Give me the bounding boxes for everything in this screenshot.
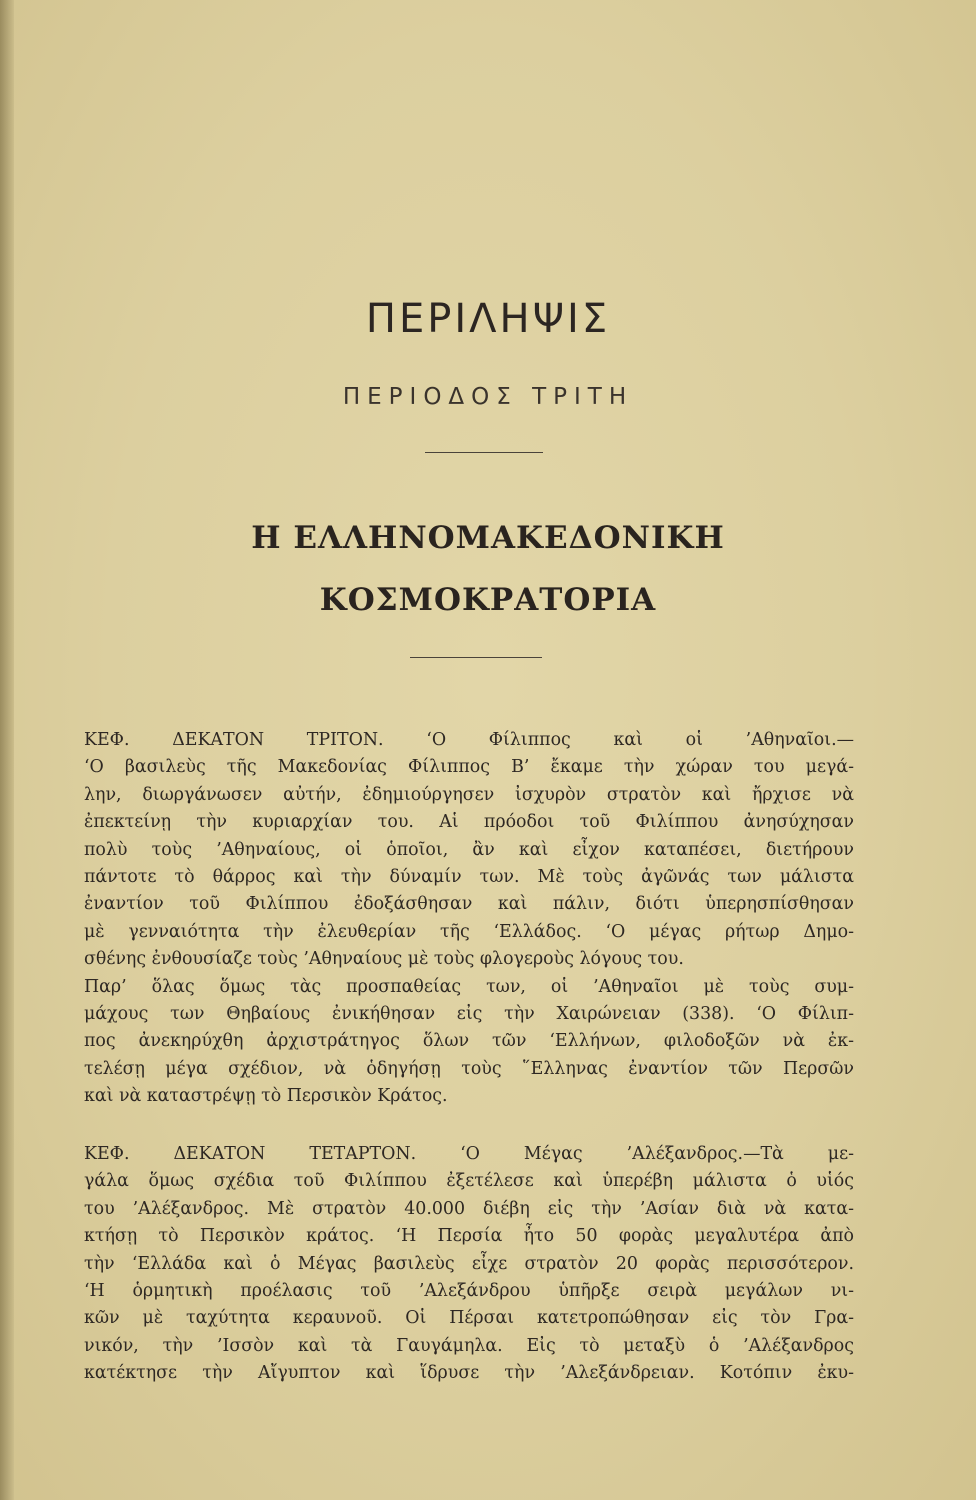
text-line: σθένης ἐνθουσίαζε τοὺς ’Αθηναίους μὲ τοὺς φλογεροὺς λόγους του. — [84, 949, 684, 970]
chapter-heading-line1: Η ΕΛΛΗΝΟΜΑΚΕΔΟΝΙΚΗ — [251, 520, 725, 556]
text-line: κῶν μὲ ταχύτητα κεραυνοῦ. Οἱ Πέρσαι κατετροπώθησαν εἰς τὸν Γρα- — [84, 1308, 854, 1329]
text-line: κτήσῃ τὸ Περσικὸν κράτος. ‘Η Περσία ἦτο 50 φορὰς μεγαλυτέρα ἀπὸ — [84, 1226, 854, 1247]
text-line: κατέκτησε τὴν Αἴγυπτον καὶ ἵδρυσε τὴν ’Αλεξάνδρειαν. Κοτόπιν ἐκυ- — [84, 1363, 854, 1384]
page-title: ΠΕΡΙΛΗΨΙΣ — [365, 296, 611, 342]
text-line: πολὺ τοὺς ’Αθηναίους, οἱ ὁποῖοι, ἂν καὶ εἶχον καταπέσει, διετήρουν — [84, 839, 854, 860]
section-chapter-13 — [84, 727, 854, 1110]
text-line: ἐπεκτείνῃ τὴν κυριαρχίαν του. Αἱ πρόοδοι τοῦ Φιλίππου ἀνησύχησαν — [84, 812, 854, 833]
text-line: πάντοτε τὸ θάρρος καὶ τὴν δύναμίν των. Μὲ τοὺς ἀγῶνάς των μάλιστα — [84, 866, 854, 887]
text-line: Παρ’ ὅλας ὅμως τὰς προσπαθείας των, οἱ ’Αθηναῖοι μὲ τοὺς συμ- — [84, 976, 854, 997]
text-line: νικόν, τὴν ’Ισσὸν καὶ τὰ Γαυγάμηλα. Εἰς τὸ μεταξὺ ὁ ’Αλέξανδρος — [84, 1335, 854, 1356]
page-edge-shadow — [0, 0, 14, 1500]
text-line: τελέσῃ μέγα σχέδιον, νὰ ὁδηγήσῃ τοὺς ῞Ελληνας ἐναντίον τῶν Περσῶν — [84, 1058, 854, 1079]
text-line: λην, διωργάνωσεν αὐτήν, ἐδημιούργησεν ἰσχυρὸν στρατὸν καὶ ἤρχισε νὰ — [84, 784, 854, 805]
divider-rule — [410, 657, 542, 658]
text-line: μὲ γενναιότητα τὴν ἐλευθερίαν τῆς ‘Ελλάδος. ‘Ο μέγας ρήτωρ Δημο- — [84, 921, 854, 942]
text-line: του ’Αλέξανδρος. Μὲ στρατὸν 40.000 διέβη εἰς τὴν ’Ασίαν διὰ νὰ κατα- — [84, 1198, 854, 1219]
text-line: μάχους των Θηβαίους ἐνικήθησαν εἰς τὴν Χαιρώνειαν (338). ‘Ο Φίλιπ- — [84, 1003, 854, 1024]
text-line: ‘Ο βασιλεὺς τῆς Μακεδονίας Φίλιππος Β’ ἔκαμε τὴν χώραν του μεγά- — [84, 757, 854, 778]
text-line: τὴν ‘Ελλάδα καὶ ὁ Μέγας βασιλεὺς εἶχε στρατὸν 20 φορὰς περισσότερον. — [84, 1253, 854, 1274]
text-line: ‘Η ὁρμητικὴ προέλασις τοῦ ’Αλεξάνδρου ὑπῆρξε σειρὰ μεγάλων νι- — [84, 1280, 854, 1301]
divider-rule — [425, 452, 543, 453]
chapter-heading-line2: ΚΟΣΜΟΚΡΑΤΟΡΙΑ — [319, 582, 657, 618]
text-line: ΚΕΦ. ΔΕΚΑΤΟΝ ΤΡΙΤΟΝ. ‘Ο Φίλιππος καὶ οἱ ’Αθηναῖοι.— — [84, 730, 854, 750]
text-line: ΚΕΦ. ΔΕΚΑΤΟΝ ΤΕΤΑΡΤΟΝ. ‘Ο Μέγας ’Αλέξανδρος.—Τὰ με- — [84, 1144, 854, 1164]
page-subtitle: ΠΕΡΙΟΔΟΣ ΤΡΙΤΗ — [342, 384, 634, 410]
text-line: γάλα ὅμως σχέδια τοῦ Φιλίππου ἐξετέλεσε καὶ ὑπερέβη μάλιστα ὁ υἱός — [84, 1171, 854, 1192]
text-line: καὶ νὰ καταστρέψῃ τὸ Περσικὸν Κράτος. — [84, 1086, 448, 1107]
text-line: πος ἀνεκηρύχθη ἀρχιστράτηγος ὅλων τῶν ‘Ελλήνων, φιλοδοξῶν νὰ ἐκ- — [84, 1031, 854, 1052]
text-line: ἐναντίον τοῦ Φιλίππου ἐδοξάσθησαν καὶ πάλιν, διότι ὑπερησπίσθησαν — [84, 894, 854, 915]
section-chapter-14 — [84, 1141, 854, 1388]
